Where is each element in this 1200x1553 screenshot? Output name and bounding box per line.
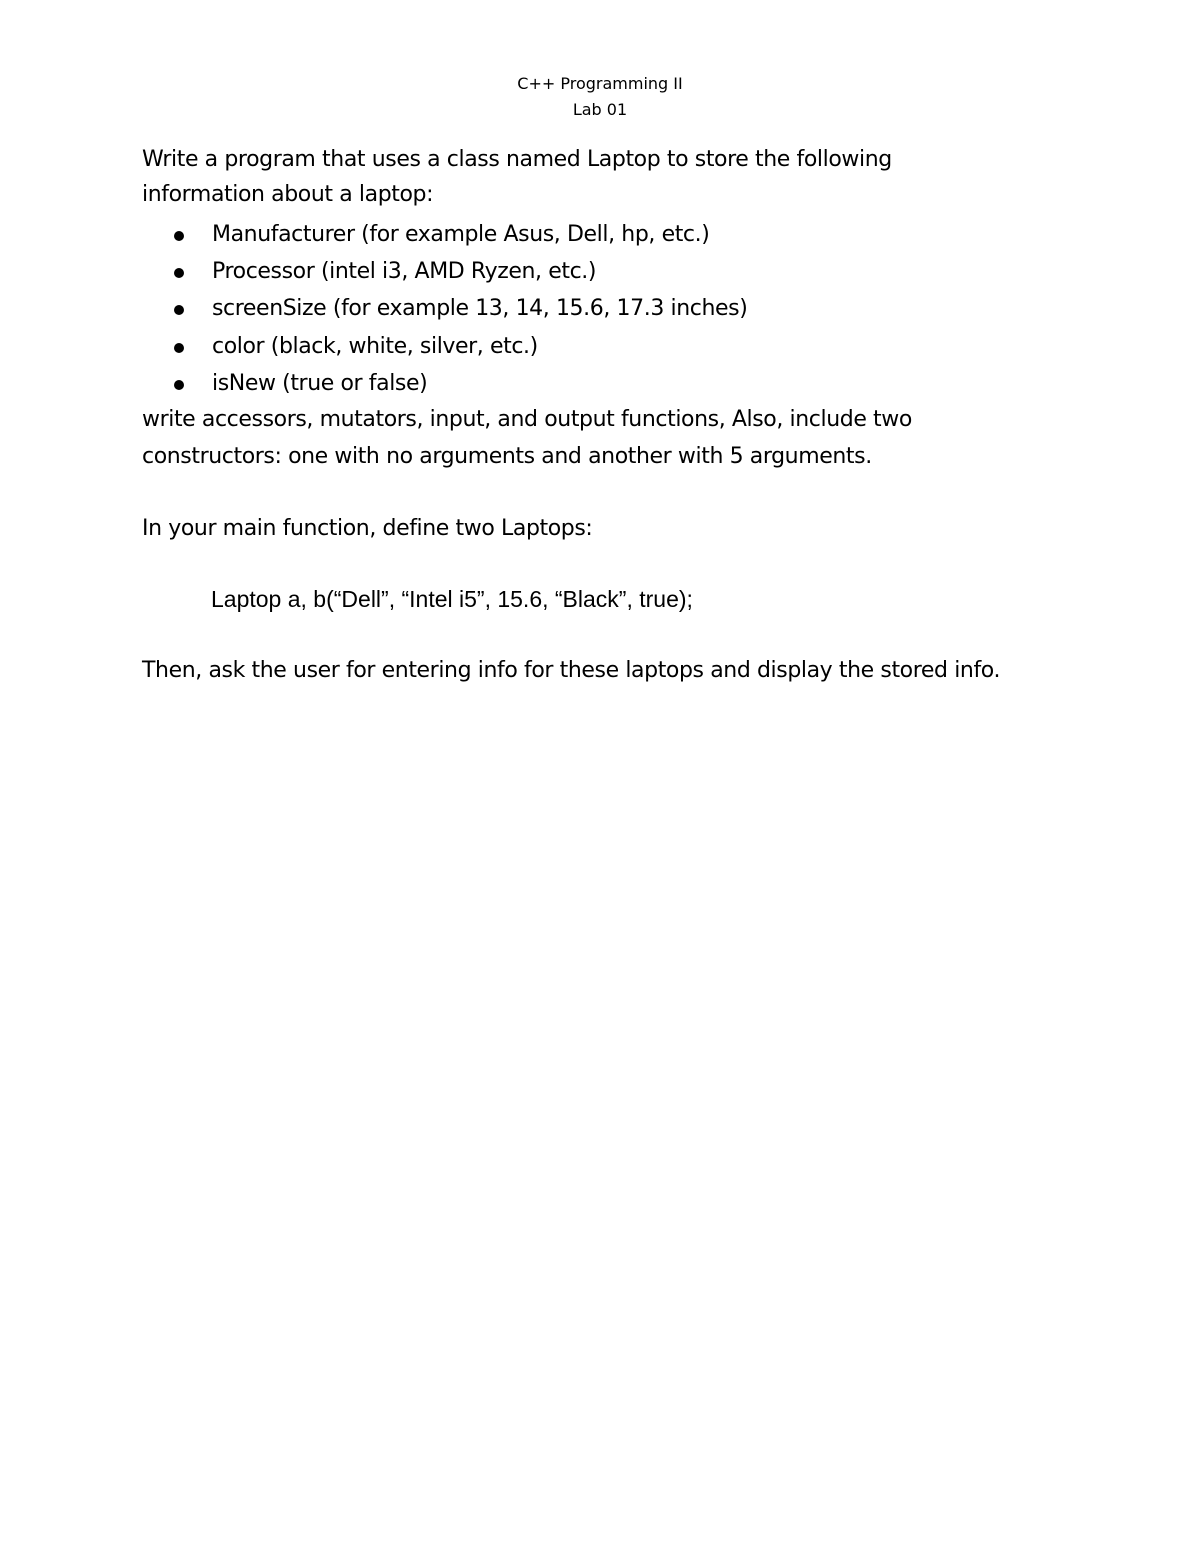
list-item <box>0 258 1000 288</box>
main-function-text: In your main function, define two Laptops: <box>142 516 593 541</box>
list-item-text: screenSize (for example 13, 14, 15.6, 17.3 inches) <box>212 296 748 321</box>
intro-line-2: information about a laptop: <box>142 182 434 207</box>
bullet-icon <box>174 305 184 315</box>
intro-line-1: Write a program that uses a class named Laptop to store the following <box>142 147 892 172</box>
bullet-icon <box>174 380 184 390</box>
list-item <box>0 295 1000 325</box>
list-item <box>0 333 1000 363</box>
bullet-icon <box>174 231 184 241</box>
list-item-text: Processor (intel i3, AMD Ryzen, etc.) <box>212 259 597 284</box>
instructions-line-1: write accessors, mutators, input, and output functions, Also, include two <box>142 407 912 432</box>
document-title: C++ Programming II <box>517 74 683 93</box>
list-item-text: Manufacturer (for example Asus, Dell, hp, etc.) <box>212 222 710 247</box>
document-subtitle: Lab 01 <box>572 100 628 119</box>
closing-instruction: Then, ask the user for entering info for these laptops and display the stored info. <box>142 658 1001 683</box>
list-item <box>0 221 1000 251</box>
bullet-icon <box>174 268 184 278</box>
list-item-text: color (black, white, silver, etc.) <box>212 334 538 359</box>
instructions-line-2: constructors: one with no arguments and another with 5 arguments. <box>142 444 872 469</box>
list-item-text: isNew (true or false) <box>212 371 428 396</box>
code-example: Laptop a, b(“Dell”, “Intel i5”, 15.6, “Black”, true); <box>211 586 693 612</box>
list-item <box>0 370 1000 400</box>
bullet-icon <box>174 343 184 353</box>
